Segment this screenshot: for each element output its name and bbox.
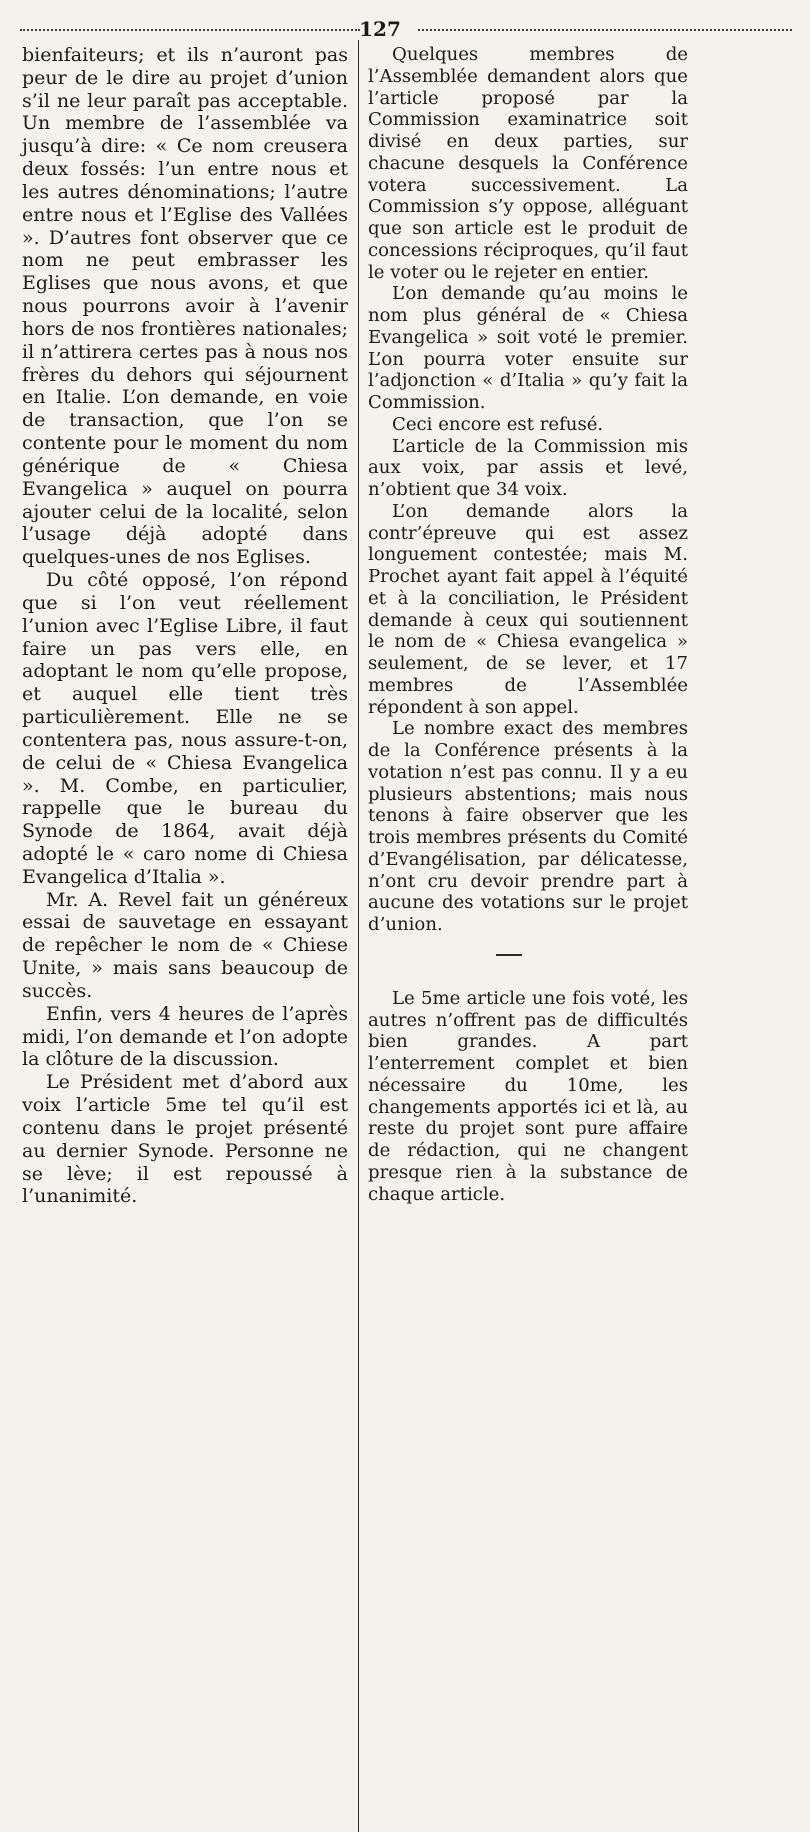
paragraph: Du côté opposé, l’on répond que si l’on veut réellement l’union avec l’Eglise Libre, il faut faire un pas vers elle, en adoptant le nom qu’elle propose, et auquel elle tient très particulièrement. Elle ne se contentera pas, nous assure-t-on, de celui de « Chiesa Evangelica ». M. Combe, en particulier, rappelle que le bureau du Synode de 1864, avait déjà adopté le « caro nome di Chiesa Evangelica d’Italia ». <box>22 569 348 888</box>
header-rule-left <box>20 29 360 31</box>
paragraph: L’on demande alors la contr’épreuve qui est assez longuement contestée; mais M. Prochet ayant fait appel à l’équité et à la conciliation, le Président demande à ceux qui soutiennent le nom de « Chiesa evangelica » seulement, de se lever, et 17 membres de l’Assemblée répondent à son appel. <box>368 500 688 718</box>
paragraph: Le Président met d’abord aux voix l’article 5me tel qu’il est contenu dans le projet présenté au dernier Synode. Personne ne se lève; il est repoussé à l’unanimité. <box>22 1071 348 1208</box>
paragraph: Mr. A. Revel fait un généreux essai de sauvetage en essayant de repêcher le nom de « Chiese Unite, » mais sans beaucoup de succès. <box>22 888 348 1002</box>
paragraph: Enfin, vers 4 heures de l’après midi, l’on demande et l’on adopte la clôture de la discussion. <box>22 1002 348 1071</box>
paragraph: Le nombre exact des membres de la Conférence présents à la votation n’est pas connu. Il y a eu plusieurs abstentions; mais nous tenons à faire observer que les trois membres présents du Comité d’Evangélisation, par délicatesse, n’ont cru devoir prendre part à aucune des votations sur le projet d’union. <box>368 718 688 935</box>
section-separator <box>368 944 688 968</box>
page-header <box>20 18 792 40</box>
header-rule-right <box>418 29 792 31</box>
paragraph: Ceci encore est refusé. <box>392 413 604 435</box>
right-column <box>368 44 688 1205</box>
paragraph: L’on demande qu’au moins le nom plus général de « Chiesa Evangelica » soit voté le premier. L’on pourra voter ensuite sur l’adjonction « d’Italia » qu’y fait la Commission. <box>368 283 688 413</box>
paragraph: Quelques membres de l’Assemblée demandent alors que l’article proposé par la Commission examinatrice soit divisé en deux parties, sur chacune desquels la Conférence votera successivement. La Commission s’y oppose, alléguant que son article est le produit de concessions réciproques, qu’il faut le voter ou le rejeter en entier. <box>368 44 688 283</box>
column-divider <box>358 40 359 1832</box>
paragraph: bienfaiteurs; et ils n’auront pas peur de le dire au projet d’union s’il ne leur paraît pas acceptable. Un membre de l’assemblée va jusqu’à dire: « Ce nom creusera deux fossés: l’un entre nous et les autres dénominations; l’autre entre nous et l’Eglise des Vallées ». D’autres font observer que ce nom ne peut embrasser les Eglises que nous avons, et que nous pourrons avoir à l’avenir hors de nos frontières nationales; il n’attirera certes pas à nous nos frères du dehors qui séjournent en Italie. L’on demande, en voie de transaction, que l’on se contente pour le moment du nom générique de « Chiesa Evangelica » auquel on pourra ajouter celui de la localité, selon l’usage déjà adopté dans quelques-unes de nos Eglises. <box>22 44 348 569</box>
paragraph: L’article de la Commission mis aux voix, par assis et levé, n’obtient que 34 voix. <box>368 435 688 500</box>
left-column <box>22 44 348 1208</box>
paragraph: Le 5me article une fois voté, les autres n’offrent pas de difficultés bien grandes. A part l’enterrement complet et bien nécessaire du 10me, les changements apportés ici et là, au reste du projet sont pure affaire de rédaction, qui ne changent presque rien à la substance de chaque article. <box>368 987 688 1205</box>
page-number: 127 <box>359 17 401 41</box>
